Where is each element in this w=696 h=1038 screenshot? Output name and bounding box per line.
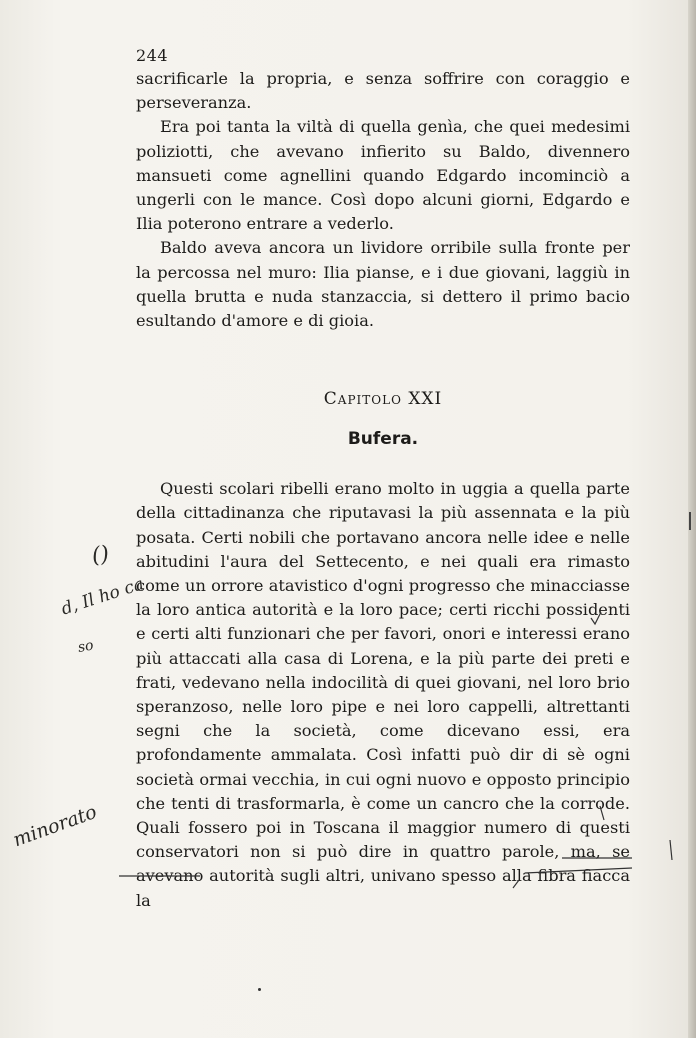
margin-note-handwriting-sub: so xyxy=(76,637,95,656)
main-text-block xyxy=(136,46,630,913)
margin-note-parenthesis: () xyxy=(90,541,111,569)
chapter-title: Bufera. xyxy=(347,429,419,450)
ink-speck xyxy=(258,988,261,991)
chapter-label: Capitolo xyxy=(323,389,402,410)
margin-note-correction: minorato xyxy=(10,800,100,852)
chapter-heading xyxy=(136,389,630,409)
paragraph-4: Questi scolari ribelli erano molto in uggia a quella parte della cittadinanza che riputavasi la più assennata e la più posata. Certi nobili che portavano ancora nelle idee e nelle abitudini l'aura del Settecento, e nei quali era rimasto come un orrore atavistico d'ogni progresso che minacciasse la loro antica autorità e la loro pace; certi ricchi possidenti e certi alti funzionari che per favori, onori e interessi erano più attaccati alla casa di Lorena, e la più parte dei preti e frati, vedevano nella indocilità di quei giovani, nel loro brio speranzoso, nelle loro pipe e nei loro cappelli, altrettanti segni che la società, come dicevano essi, era profondamente ammalata. Così infatti può dir di sè ogni società ormai vecchia, in cui ogni nuovo e opposto principio che tenti di trasformarla, è come un cancro che la corrode. Quali fossero poi in Toscana il maggior numero di questi conservatori non si può dire in quattro parole, ma, se avevano autorità sugli altri, univano spesso alla fibra fiacca la xyxy=(136,479,630,910)
margin-note-handwriting: d, Il ho ca xyxy=(58,574,147,620)
paragraph-3: Baldo aveva ancora un lividore orribile sulla fronte per la percossa nel muro: Ilia pianse, e i due giovani, laggiù in quella brutta e nuda stanzaccia, si dettero il primo bacio esultando d'amore e di gioia. xyxy=(136,238,630,331)
page-edge-shadow xyxy=(688,0,696,1038)
chapter-number: XXI xyxy=(408,389,443,410)
page-number: 244 xyxy=(136,46,169,65)
paragraph-2: Era poi tanta la viltà di quella genìa, che quei medesimi poliziotti, che avevano infierito su Baldo, divennero mansueti come agnellini quando Edgardo incominciò a ungerli con le mance. Così dopo alcuni giorni, Edgardo e Ilia poterono entrare a vederlo. xyxy=(136,117,630,234)
paragraph-1: sacrificarle la propria, e senza soffrire con coraggio e perseveranza. xyxy=(136,69,630,113)
